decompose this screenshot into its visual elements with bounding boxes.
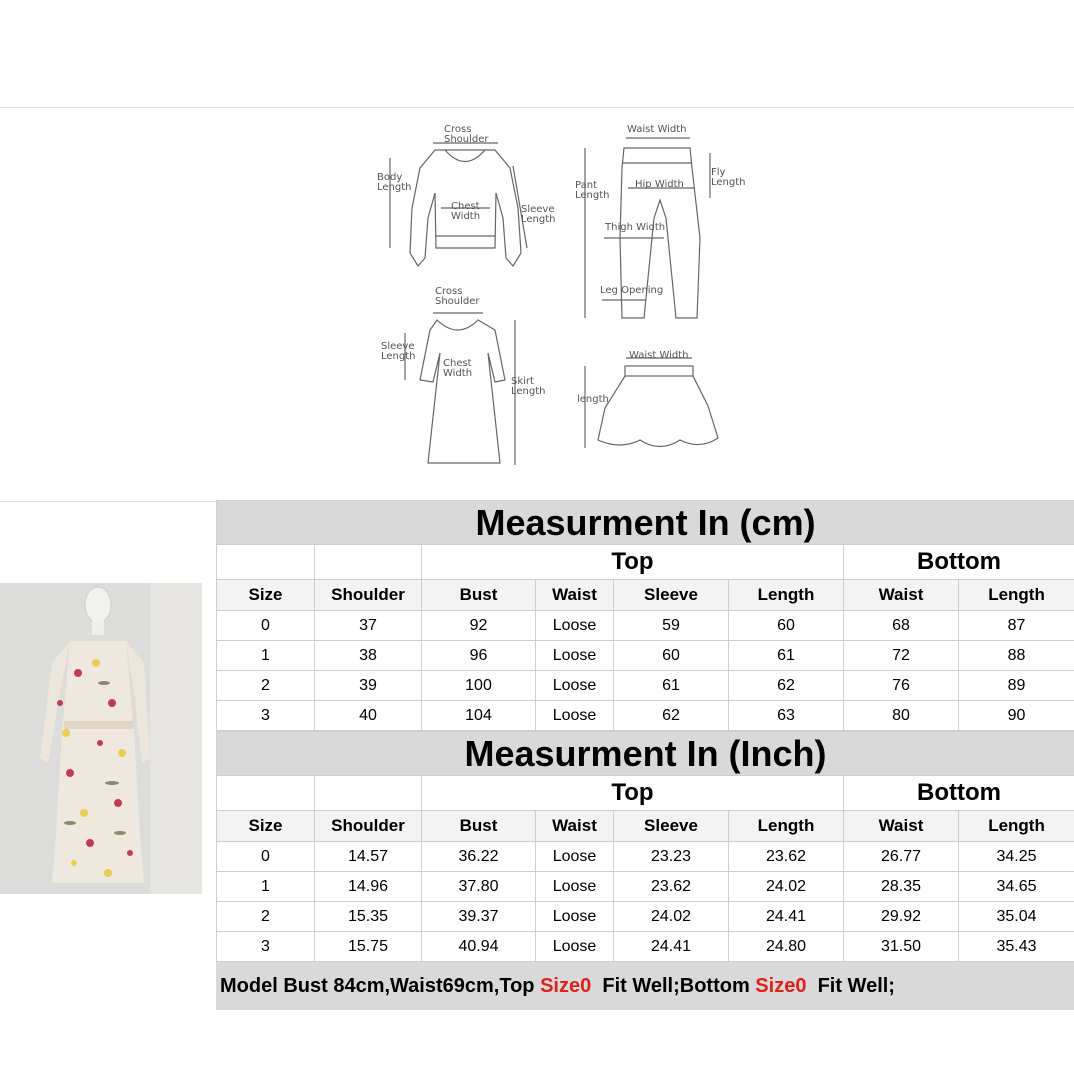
inch-header-cell: Waist (844, 811, 959, 842)
top-sleeve-length-label: Sleeve (521, 204, 555, 215)
table-cell: 3 (217, 932, 315, 962)
table-cell: 35.43 (959, 932, 1074, 962)
garment-diagrams (0, 108, 1074, 501)
inch-measurement-table (216, 731, 1074, 962)
table-cell: 1 (217, 872, 315, 902)
table-cell: 24.41 (729, 902, 844, 932)
top-body-length-label: Body (377, 172, 403, 183)
table-cell: 0 (217, 842, 315, 872)
pants-fly-length-label-2: Length (711, 177, 746, 188)
table-cell: 61 (614, 671, 729, 701)
table-cell: 28.35 (844, 872, 959, 902)
table-cell: 37 (315, 611, 422, 641)
table-cell: 90 (959, 701, 1074, 731)
pants-pant-length-label: Pant (575, 180, 597, 191)
cm-group-top: Top (422, 545, 844, 580)
top-chest-width-label: Chest (451, 201, 480, 212)
cm-header-row (217, 580, 1074, 611)
table-cell: 38 (315, 641, 422, 671)
inch-header-cell: Waist (536, 811, 614, 842)
inch-header-cell: Shoulder (315, 811, 422, 842)
table-cell: 35.04 (959, 902, 1074, 932)
dress-sleeve-length-label-2: Length (381, 351, 416, 362)
table-cell: 96 (422, 641, 536, 671)
dress-diagram (405, 313, 515, 465)
table-cell: 2 (217, 671, 315, 701)
model-figure (0, 583, 202, 894)
table-cell: 24.80 (729, 932, 844, 962)
table-cell: 88 (959, 641, 1074, 671)
top-chest-width-label-2: Width (451, 211, 481, 222)
top-cross-shoulder-label-2: Shoulder (444, 134, 489, 145)
table-cell: 24.02 (614, 902, 729, 932)
cm-group-empty-2 (315, 545, 422, 580)
table-cell: 80 (844, 701, 959, 731)
table-cell: 1 (217, 641, 315, 671)
dress-chest-width-label-2: Width (443, 368, 473, 379)
table-cell: 23.23 (614, 842, 729, 872)
table-cell: 23.62 (729, 842, 844, 872)
table-cell: 31.50 (844, 932, 959, 962)
model-note-bottom-size: Size0 (755, 975, 807, 997)
pants-thigh-width-label: Thigh Width (605, 222, 666, 233)
table-cell: 39 (315, 671, 422, 701)
table-cell: Loose (536, 611, 614, 641)
cm-group-empty-1 (217, 545, 315, 580)
pants-fly-length-label: Fly (711, 167, 726, 178)
table-cell: 15.35 (315, 902, 422, 932)
table-cell: 76 (844, 671, 959, 701)
table-cell: 60 (614, 641, 729, 671)
table-cell: 61 (729, 641, 844, 671)
table-cell: 0 (217, 611, 315, 641)
table-cell: 63 (729, 701, 844, 731)
table-cell: 15.75 (315, 932, 422, 962)
table-cell: 68 (844, 611, 959, 641)
cm-group-bottom: Bottom (844, 545, 1074, 580)
top-cross-shoulder-label: Cross (444, 124, 472, 135)
inch-header-cell: Length (959, 811, 1074, 842)
cm-measurement-table (216, 500, 1074, 731)
table-cell: Loose (536, 671, 614, 701)
model-note-text-2: Fit Well;Bottom (591, 975, 756, 997)
pants-leg-opening-label: Leg Opening (600, 285, 664, 296)
model-note-text-3: Fit Well; (806, 975, 895, 997)
measurement-diagram-panel (0, 107, 1074, 502)
dress-cross-shoulder-label: Cross (435, 286, 463, 297)
table-cell: 59 (614, 611, 729, 641)
model-note-text-1: Model Bust 84cm,Waist69cm,Top (220, 975, 541, 997)
table-cell: 24.02 (729, 872, 844, 902)
pants-hip-width-label: Hip Width (635, 179, 684, 190)
table-cell: 2 (217, 902, 315, 932)
table-cell: 26.77 (844, 842, 959, 872)
table-cell: 89 (959, 671, 1074, 701)
table-cell: 37.80 (422, 872, 536, 902)
table-cell: Loose (536, 641, 614, 671)
table-cell: 40.94 (422, 932, 536, 962)
table-cell: 34.65 (959, 872, 1074, 902)
inch-header-cell: Bust (422, 811, 536, 842)
table-cell: 24.41 (614, 932, 729, 962)
table-cell: 72 (844, 641, 959, 671)
table-cell: 34.25 (959, 842, 1074, 872)
table-row (217, 872, 1074, 902)
top-sleeve-length-label-2: Length (521, 214, 556, 225)
table-cell: 39.37 (422, 902, 536, 932)
table-row (217, 671, 1074, 701)
table-row (217, 902, 1074, 932)
cm-header-cell: Waist (844, 580, 959, 611)
inch-table-title: Measurment In (Inch) (217, 732, 1074, 776)
table-cell: 62 (729, 671, 844, 701)
inch-header-cell: Size (217, 811, 315, 842)
cm-header-cell: Shoulder (315, 580, 422, 611)
inch-group-empty-1 (217, 776, 315, 811)
inch-header-cell: Sleeve (614, 811, 729, 842)
table-cell: 36.22 (422, 842, 536, 872)
table-cell: 14.96 (315, 872, 422, 902)
dress-sleeve-length-label: Sleeve (381, 341, 415, 352)
inch-header-row (217, 811, 1074, 842)
skirt-waist-width-label: Waist Width (629, 350, 689, 361)
cm-header-cell: Length (959, 580, 1074, 611)
table-cell: 100 (422, 671, 536, 701)
table-cell: Loose (536, 872, 614, 902)
dress-skirt-length-label-2: Length (511, 386, 546, 397)
pants-pant-length-label-2: Length (575, 190, 610, 201)
table-cell: 29.92 (844, 902, 959, 932)
cm-header-cell: Sleeve (614, 580, 729, 611)
table-row (217, 842, 1074, 872)
dress-chest-width-label: Chest (443, 358, 472, 369)
inch-group-top: Top (422, 776, 844, 811)
model-note-top-size: Size0 (540, 975, 592, 997)
table-cell: 60 (729, 611, 844, 641)
table-cell: 40 (315, 701, 422, 731)
table-row (217, 611, 1074, 641)
dress-cross-shoulder-label-2: Shoulder (435, 296, 480, 307)
table-cell: 23.62 (614, 872, 729, 902)
table-cell: 104 (422, 701, 536, 731)
table-cell: 62 (614, 701, 729, 731)
model-photo (0, 583, 202, 894)
inch-group-bottom: Bottom (844, 776, 1074, 811)
pants-waist-width-label: Waist Width (627, 124, 687, 135)
cm-table-title: Measurment In (cm) (217, 501, 1074, 545)
skirt-length-label: length (577, 394, 609, 405)
cm-header-cell: Waist (536, 580, 614, 611)
table-cell: Loose (536, 701, 614, 731)
inch-header-cell: Length (729, 811, 844, 842)
cm-header-cell: Bust (422, 580, 536, 611)
cm-header-cell: Size (217, 580, 315, 611)
table-cell: 87 (959, 611, 1074, 641)
inch-group-empty-2 (315, 776, 422, 811)
model-fit-note (216, 962, 1074, 1010)
top-body-length-label-2: Length (377, 182, 412, 193)
table-cell: 92 (422, 611, 536, 641)
dress-skirt-length-label: Skirt (511, 376, 534, 387)
table-cell: 14.57 (315, 842, 422, 872)
table-cell: 3 (217, 701, 315, 731)
cm-header-cell: Length (729, 580, 844, 611)
table-row (217, 701, 1074, 731)
table-cell: Loose (536, 902, 614, 932)
table-row (217, 932, 1074, 962)
table-cell: Loose (536, 842, 614, 872)
table-row (217, 641, 1074, 671)
table-cell: Loose (536, 932, 614, 962)
